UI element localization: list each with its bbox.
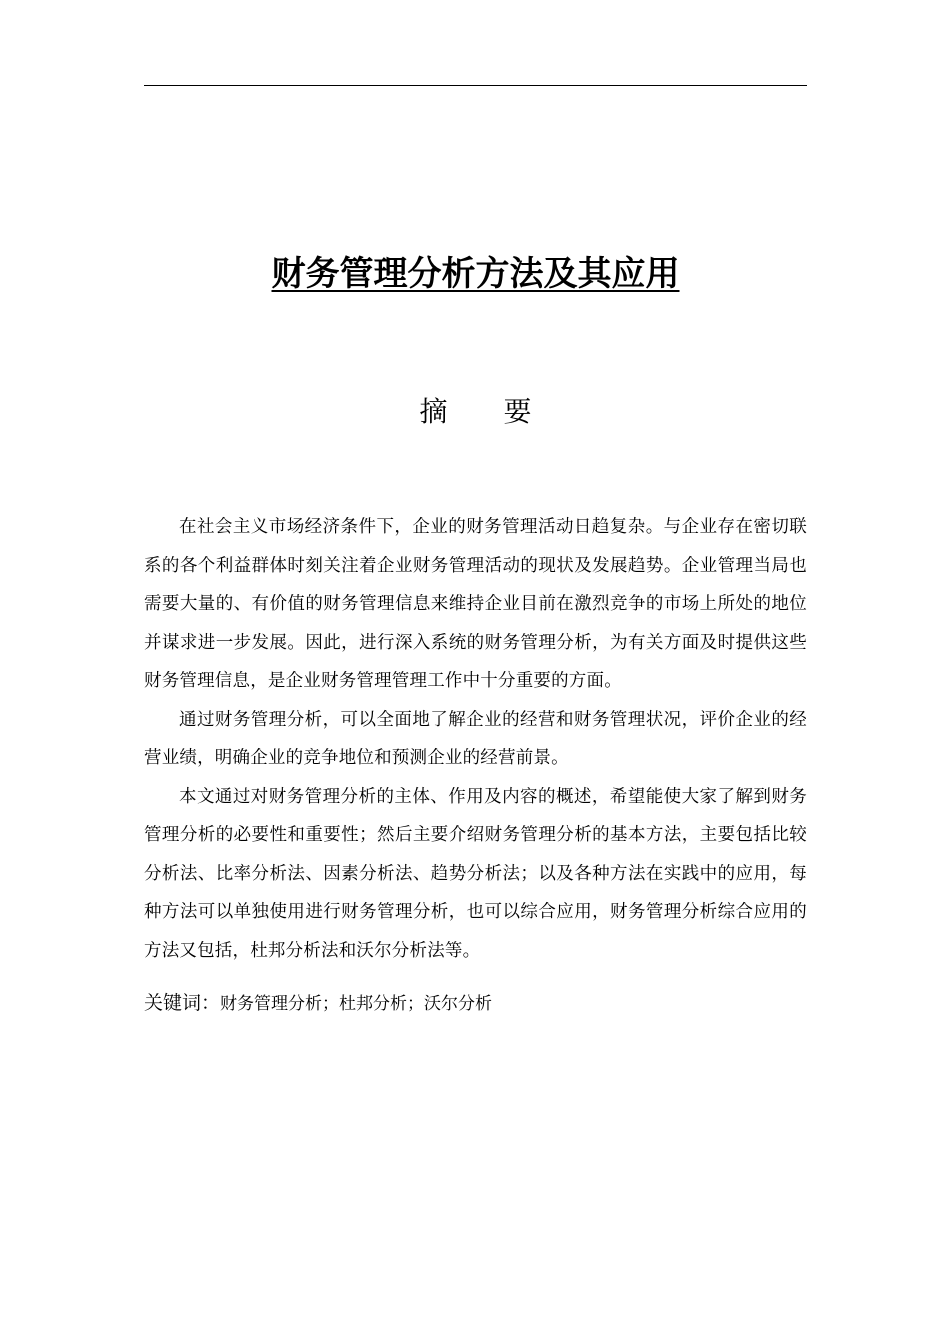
abstract-heading <box>144 392 807 432</box>
abstract-paragraph-3: 本文通过对财务管理分析的主体、作用及内容的概述，希望能使大家了解到财务管理分析的必要性和重要性；然后主要介绍财务管理分析的基本方法，主要包括比较分析法、比率分析法、因素分析法、趋势分析法；以及各种方法在实践中的应用，每种方法可以单独使用进行财务管理分析，也可以综合应用，财务管理分析综合应用的方法又包括，杜邦分析法和沃尔分析法等。 <box>144 786 807 961</box>
document-title: 财务管理分析方法及其应用 <box>271 254 680 294</box>
abstract-heading-left: 摘 <box>419 395 448 428</box>
abstract-paragraph-1: 在社会主义市场经济条件下，企业的财务管理活动日趋复杂。与企业存在密切联系的各个利益群体时刻关注着企业财务管理活动的现状及发展趋势。企业管理当局也需要大量的、有价值的财务管理信息来维持企业目前在激烈竞争的市场上所处的地位并谋求进一步发展。因此，进行深入系统的财务管理分析，为有关方面及时提供这些财务管理信息，是企业财务管理管理工作中十分重要的方面。 <box>144 517 807 691</box>
abstract-heading-right: 要 <box>503 395 532 428</box>
header-rule <box>144 85 807 86</box>
abstract-body <box>144 508 807 970</box>
abstract-paragraph-2: 通过财务管理分析，可以全面地了解企业的经营和财务管理状况，评价企业的经营业绩，明确企业的竞争地位和预测企业的经营前景。 <box>144 709 807 768</box>
keywords-label: 关键词： <box>144 992 221 1014</box>
keywords <box>144 984 807 1023</box>
keywords-text: 财务管理分析；杜邦分析；沃尔分析 <box>220 994 493 1014</box>
